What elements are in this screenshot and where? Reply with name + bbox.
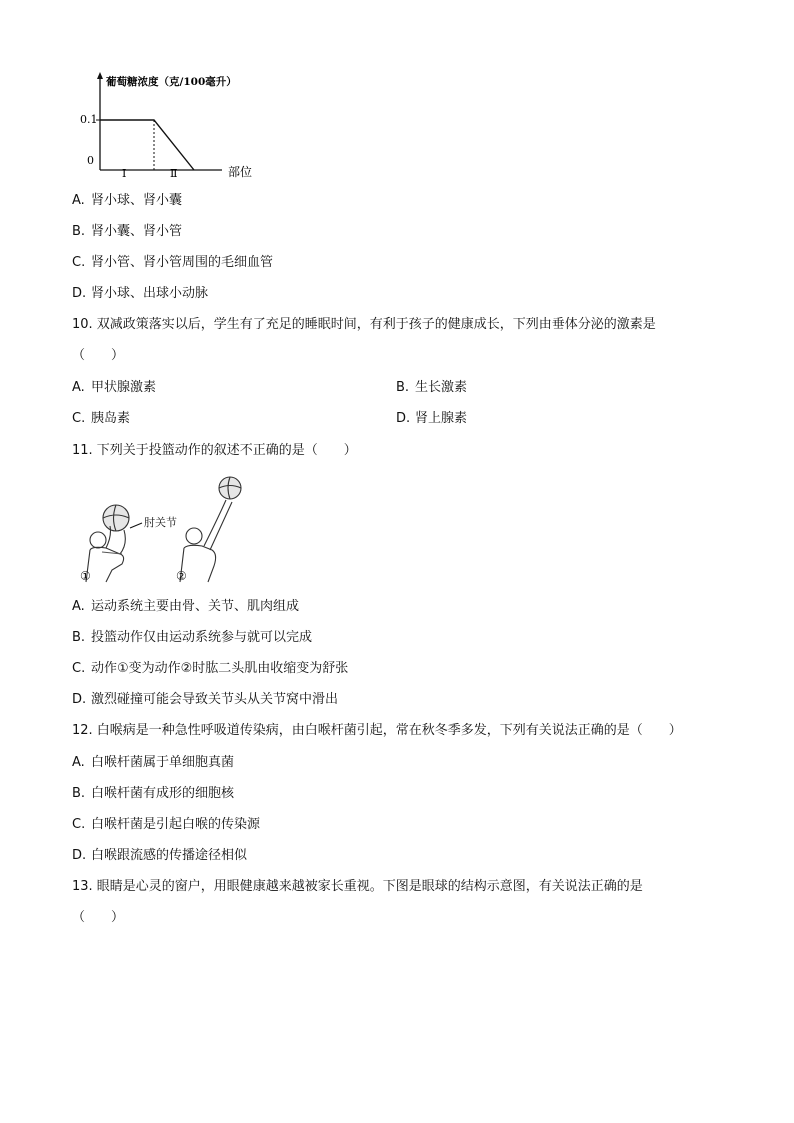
option-text: 激烈碰撞可能会导致关节头从关节窝中滑出 (91, 692, 339, 707)
figure-mark-2: ② (176, 569, 187, 583)
q10-option-a (72, 379, 156, 397)
option-text: 肾小囊、肾小管 (91, 224, 183, 239)
q9-option-b (72, 223, 182, 241)
q12-option-d (72, 847, 247, 865)
q10-paren: （ ） (72, 348, 125, 363)
option-letter: B. (396, 380, 410, 395)
q11-option-a (72, 598, 299, 616)
option-letter: A. (72, 755, 85, 770)
figure-action-1 (86, 505, 129, 582)
q9-option-d (72, 285, 208, 303)
option-text: 运动系统主要由骨、关节、肌肉组成 (91, 599, 300, 614)
option-letter: D. (72, 286, 87, 301)
basketball-1 (103, 505, 129, 531)
option-text: 白喉跟流感的传播途径相似 (91, 848, 248, 863)
option-letter: B. (72, 630, 86, 645)
y-tick-0.1: 0.1 (80, 113, 98, 126)
option-letter: D. (72, 848, 87, 863)
option-text: 白喉杆菌有成形的细胞核 (91, 786, 235, 801)
glucose-concentration-chart (72, 70, 272, 180)
option-letter: B. (72, 786, 86, 801)
q11-option-b (72, 629, 312, 647)
option-letter: A. (72, 193, 85, 208)
option-text: 肾小管、肾小管周围的毛细血管 (91, 255, 274, 270)
option-text: 肾上腺素 (415, 411, 468, 426)
option-letter: D. (72, 692, 87, 707)
elbow-pointer (130, 523, 142, 528)
q10-option-d (396, 410, 467, 428)
q11-option-c (72, 660, 348, 678)
basketball-shooting-figure (72, 474, 252, 586)
q9-option-c (72, 254, 273, 272)
option-text: 白喉杆菌属于单细胞真菌 (91, 755, 235, 770)
q12-option-a (72, 754, 234, 772)
y-tick-0: 0 (87, 154, 94, 167)
option-letter: C. (72, 817, 86, 832)
y-axis-arrow (97, 72, 103, 79)
basketball-2 (219, 477, 241, 499)
q11-option-d (72, 691, 338, 709)
q12-stem: 12. 白喉病是一种急性呼吸道传染病，由白喉杆菌引起，常在秋冬季多发，下列有关说法正确的是（ ） (72, 723, 682, 738)
option-letter: A. (72, 599, 85, 614)
option-letter: C. (72, 255, 86, 270)
q13-paren: （ ） (72, 910, 125, 925)
option-letter: C. (72, 661, 86, 676)
option-text: 甲状腺激素 (91, 380, 157, 395)
option-text: 肾小球、出球小动脉 (91, 286, 209, 301)
x-axis-label: 部位 (228, 165, 253, 179)
q12-option-c (72, 816, 260, 834)
figure-action-2 (180, 477, 241, 582)
q9-option-a (72, 192, 182, 210)
option-letter: B. (72, 224, 86, 239)
q10-stem: 10. 双减政策落实以后，学生有了充足的睡眠时间，有利于孩子的健康成长，下列由垂体分泌的激素是 (72, 317, 656, 332)
q12-option-b (72, 785, 234, 803)
option-text: 动作①变为动作②时肱二头肌由收缩变为舒张 (91, 661, 349, 676)
option-text: 肾小球、肾小囊 (91, 193, 183, 208)
x-tick-II: Ⅱ (170, 167, 178, 180)
x-tick-I: Ⅰ (122, 167, 127, 180)
option-text: 白喉杆菌是引起白喉的传染源 (91, 817, 261, 832)
head-2 (186, 528, 202, 544)
option-text: 胰岛素 (91, 411, 131, 426)
figure-mark-1: ① (80, 569, 91, 583)
q11-stem: 11. 下列关于投篮动作的叙述不正确的是（ ） (72, 443, 357, 458)
q10-option-b (396, 379, 467, 397)
q10-option-c (72, 410, 130, 428)
option-letter: D. (396, 411, 411, 426)
option-letter: A. (72, 380, 85, 395)
option-letter: C. (72, 411, 86, 426)
glucose-series-line (100, 120, 194, 170)
option-text: 生长激素 (415, 380, 468, 395)
head-1 (90, 532, 106, 548)
q13-stem: 13. 眼睛是心灵的窗户，用眼健康越来越被家长重视。下图是眼球的结构示意图，有关说法正确的是 (72, 879, 643, 894)
chart-series-layer (96, 120, 194, 170)
elbow-label: 肘关节 (144, 516, 177, 529)
y-axis-label: 葡萄糖浓度（克/100毫升） (106, 76, 237, 88)
option-text: 投篮动作仅由运动系统参与就可以完成 (91, 630, 313, 645)
